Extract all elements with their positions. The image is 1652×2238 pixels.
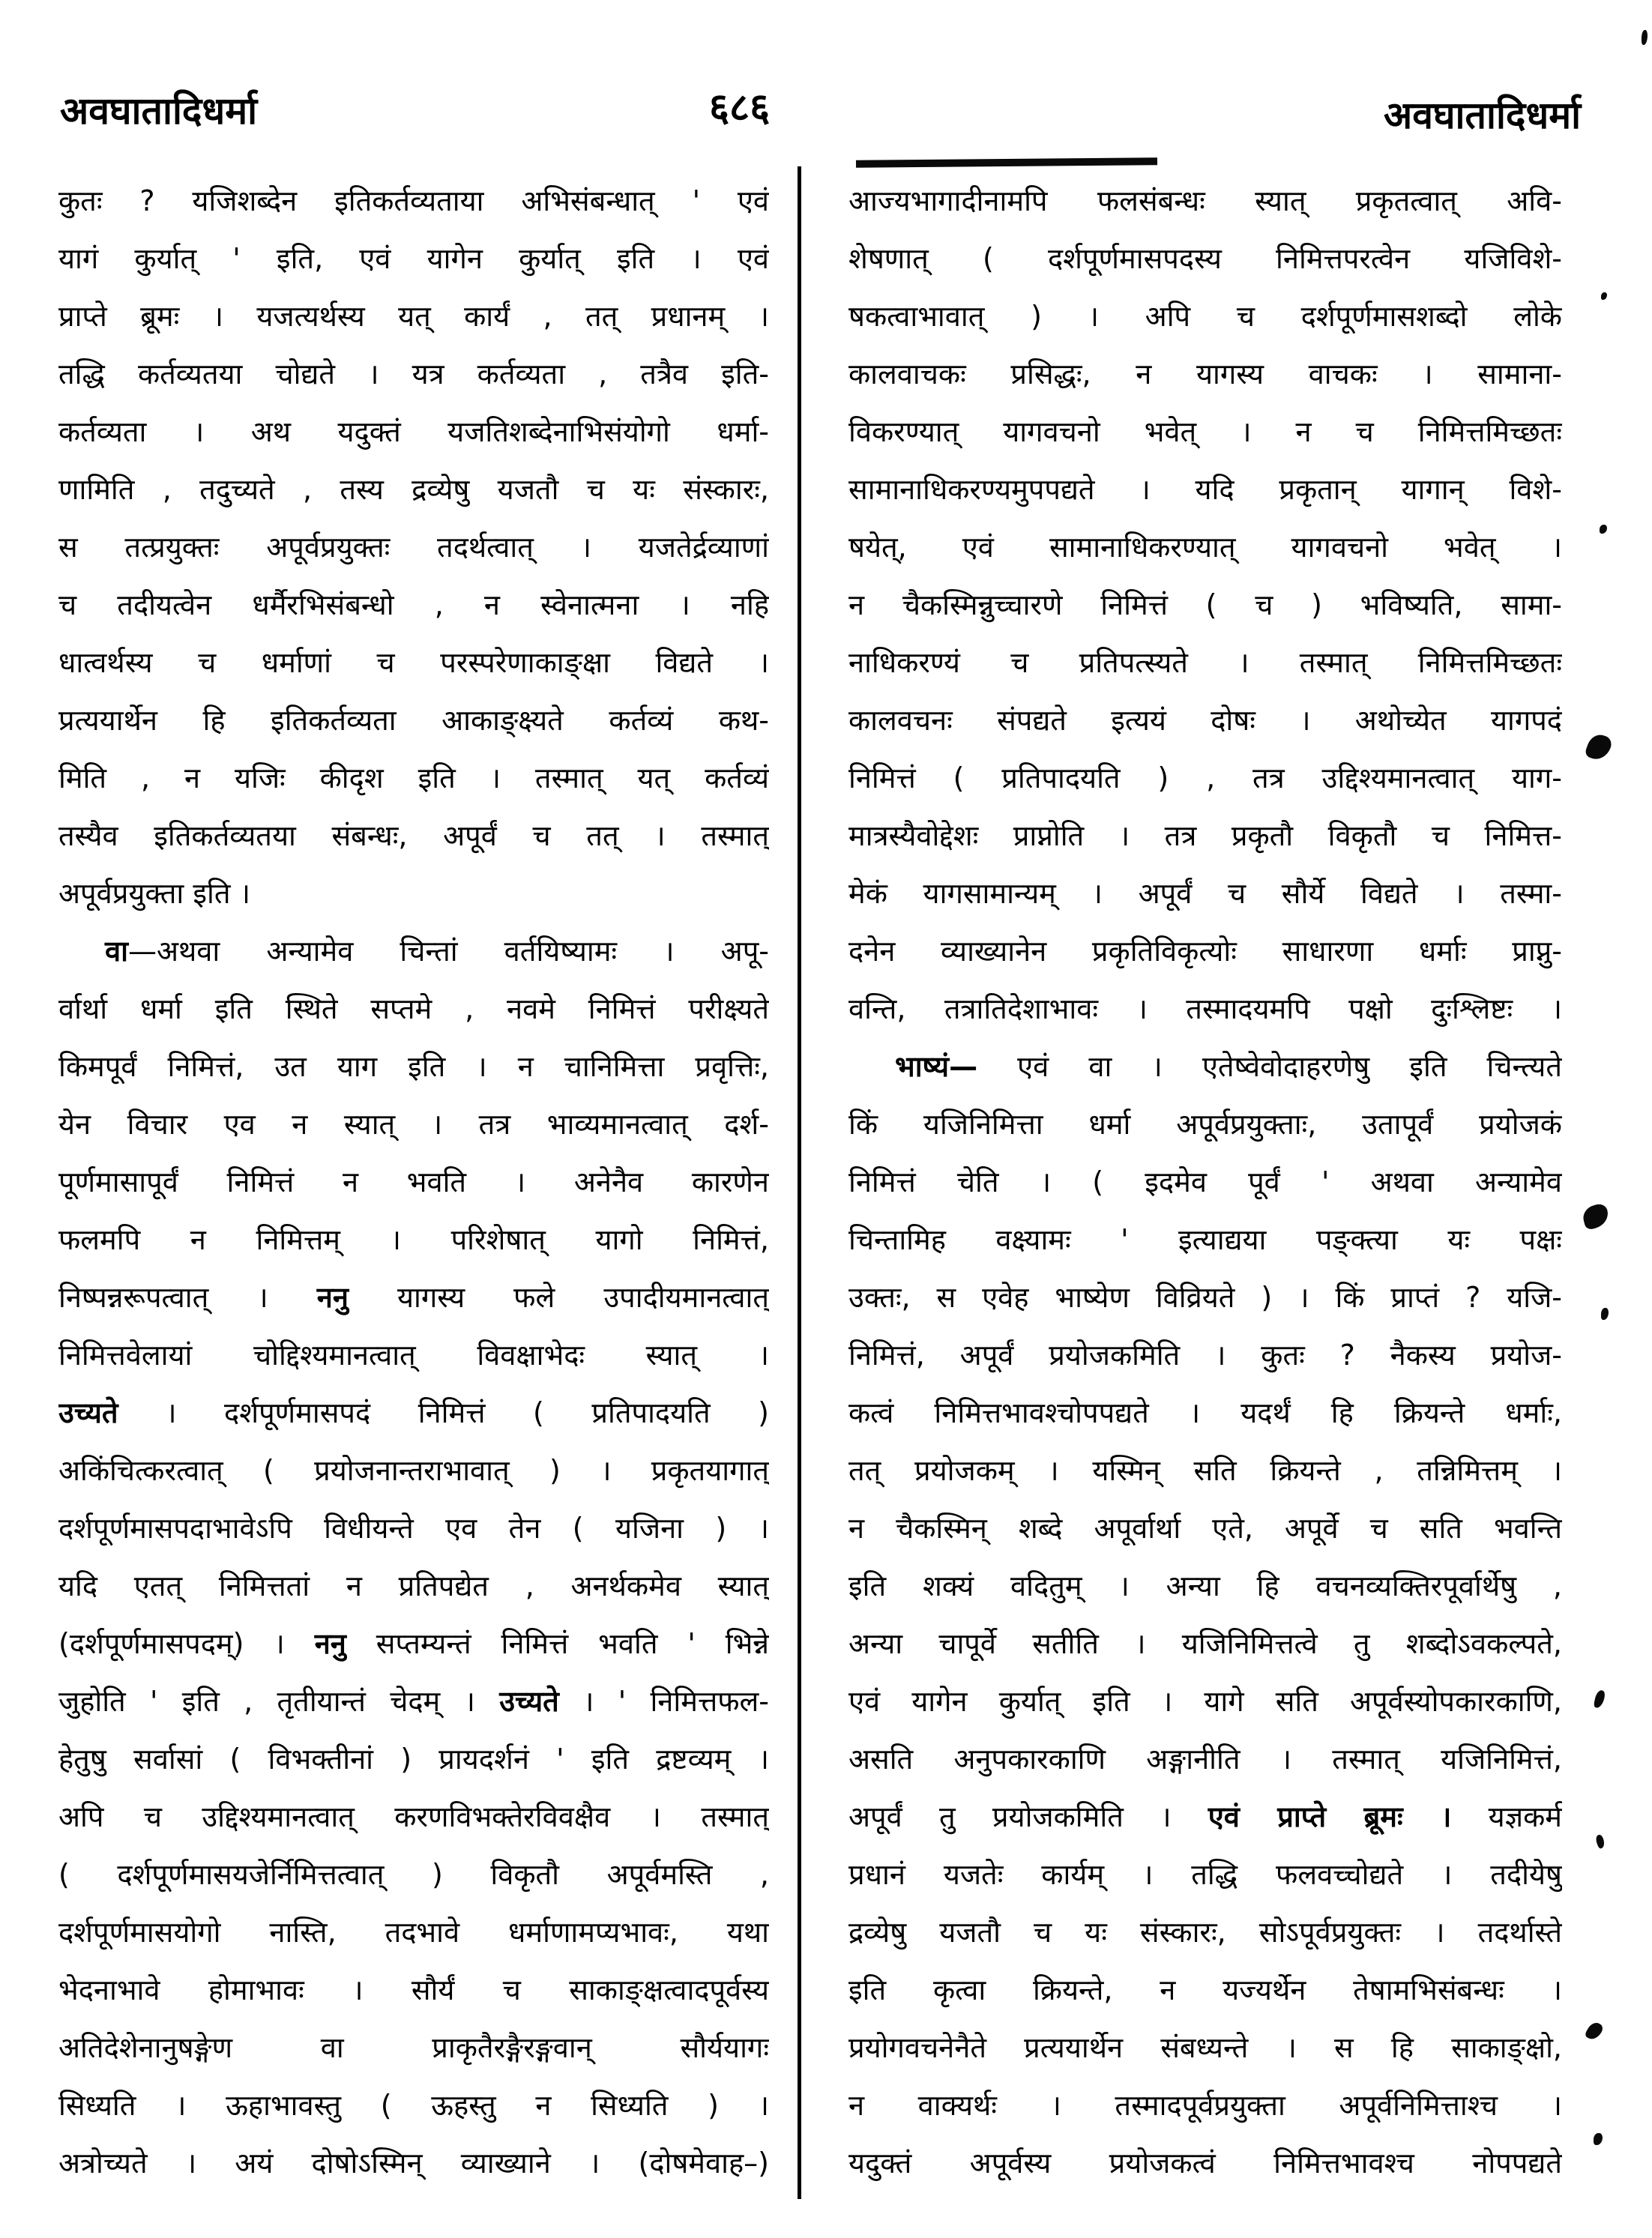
- text-segment: नाधिकरण्यं च प्रतिपत्स्यते । तस्मात् निमित्तमिच्छतः: [848, 646, 1562, 679]
- text-line: [848, 1327, 1562, 1384]
- text-segment: न चैकस्मिन्नुच्चारणे निमित्तं ( च ) भविष्यति, सामा-: [848, 588, 1562, 621]
- text-segment: निष्पन्नरूपत्वात् ।: [58, 1281, 317, 1314]
- text-segment: न चैकस्मिन् शब्दे अपूर्वार्था एते, अपूर्वे च सति भवन्ति: [848, 1512, 1562, 1545]
- text-segment: अपूर्वं तु प्रयोजकमिति ।: [848, 1800, 1208, 1833]
- text-line: [58, 1384, 769, 1442]
- text-line: [58, 980, 769, 1038]
- text-line: [848, 346, 1562, 403]
- text-segment: येन विचार एव न स्यात् । तत्र भाव्यमानत्वात् दर्श-: [58, 1108, 769, 1141]
- text-segment: र्वार्था धर्मा इति स्थिते सप्तमे , नवमे निमित्तं परीक्ष्यते: [58, 992, 769, 1025]
- text-segment: उक्तः, स एवेह भाष्येण विव्रियते ) । किं प्राप्तं ? यजि-: [848, 1281, 1562, 1314]
- text-segment: आज्यभागादीनामपि फलसंबन्धः स्यात् प्रकृतत्वात् अवि-: [848, 184, 1562, 217]
- text-segment: सामानाधिकरण्यमुपपद्यते । यदि प्रकृतान् यागान् विशे-: [848, 473, 1562, 506]
- text-line: [58, 1327, 769, 1384]
- text-segment: किं यजिनिमित्ता धर्मा अपूर्वप्रयुक्ताः, उतापूर्वं प्रयोजकं: [848, 1108, 1562, 1141]
- text-segment: कत्वं निमित्तभावश्चोपपद्यते । यदर्थं हि क्रियन्ते धर्माः,: [848, 1396, 1562, 1429]
- text-segment: एवं यागेन कुर्यात् इति । यागे सति अपूर्वस्योपकारकाणि,: [848, 1685, 1562, 1718]
- text-segment: एवं प्राप्ते ब्रूमः ।: [1208, 1800, 1452, 1833]
- text-segment: कुतः ? यजिशब्देन इतिकर्तव्यताया अभिसंबन्धात् ' एवं: [58, 184, 769, 217]
- text-segment: (दर्शपूर्णमासपदम्) ।: [58, 1627, 315, 1660]
- text-line: [58, 1846, 769, 1904]
- text-segment: प्रधानं यजतेः कार्यम् । तद्धि फलवच्चोद्यते । तदीयेषु: [848, 1858, 1562, 1891]
- text-line: [848, 807, 1562, 865]
- text-line: [848, 865, 1562, 923]
- text-line: [58, 172, 769, 230]
- text-segment: यागं कुर्यात् ' इति, एवं यागेन कुर्यात् इति । एवं: [58, 242, 769, 275]
- text-segment: । दर्शपूर्णमासपदं निमित्तं ( प्रतिपादयति ): [118, 1396, 769, 1429]
- text-segment: ननु: [314, 1627, 346, 1660]
- scan-artifact: [1584, 2020, 1605, 2042]
- text-line: [848, 2019, 1562, 2077]
- text-segment: भाष्यं—: [895, 1050, 978, 1083]
- text-line: [58, 1211, 769, 1269]
- text-line: [58, 1038, 769, 1096]
- text-line: [58, 346, 769, 403]
- text-segment: सप्तम्यन्तं निमित्तं भवति ' भिन्ने: [346, 1627, 769, 1660]
- text-line: [848, 1500, 1562, 1557]
- text-segment: शेषणात् ( दर्शपूर्णमासपदस्य निमित्तपरत्वेन यजिविशे-: [848, 242, 1562, 275]
- text-line: [58, 2077, 769, 2135]
- text-line: [848, 2077, 1562, 2135]
- scan-artifact: [1601, 1308, 1609, 1320]
- text-line: [848, 461, 1562, 519]
- text-line: [848, 576, 1562, 634]
- text-segment: अतिदेशेनानुषङ्गेण वा प्राकृतैरङ्गैरङ्गवान् सौर्ययागः: [58, 2031, 769, 2064]
- text-line: [58, 865, 769, 923]
- text-segment: तत् प्रयोजकम् । यस्मिन् सति क्रियन्ते , तन्निमित्तम् ।: [848, 1454, 1562, 1487]
- text-segment: कर्तव्यता । अथ यदुक्तं यजतिशब्देनाभिसंयोगो धर्मा-: [58, 415, 769, 448]
- page-number: ६८६: [709, 85, 771, 130]
- text-line: [848, 403, 1562, 461]
- scan-artifact: [1594, 1834, 1606, 1849]
- text-segment: अकिंचित्करत्वात् ( प्रयोजनान्तराभावात् ) । प्रकृतयागात्: [58, 1454, 769, 1487]
- text-line: [58, 403, 769, 461]
- text-line: [848, 1846, 1562, 1904]
- text-segment: उच्यते: [58, 1396, 118, 1429]
- text-segment: प्रयोगवचनेनैते प्रत्ययार्थेन संबध्यन्ते । स हि साकाङ्क्षो,: [848, 2031, 1562, 2064]
- text-line: [848, 1096, 1562, 1153]
- text-segment: यज्ञकर्म: [1451, 1800, 1562, 1833]
- paragraph: [848, 172, 1562, 1038]
- text-line: [848, 172, 1562, 230]
- text-segment: जुहोति ' इति , तृतीयान्तं चेदम् ।: [58, 1685, 500, 1718]
- column-left: [58, 172, 769, 2192]
- text-segment: अपि च उद्दिश्यमानत्वात् करणविभक्तेरविवक्षैव । तस्मात्: [58, 1800, 769, 1833]
- text-line: [848, 519, 1562, 576]
- text-line: [848, 980, 1562, 1038]
- text-segment: ननु: [316, 1281, 349, 1314]
- text-segment: उच्यते: [499, 1685, 559, 1718]
- text-line: [848, 1269, 1562, 1327]
- scan-artifact: [1581, 1202, 1612, 1231]
- text-line: [848, 1961, 1562, 2019]
- text-segment: भेदनाभावे होमाभावः । सौर्यं च साकाङ्क्षत्वादपूर्वस्य: [58, 1973, 769, 2006]
- text-segment: कालवाचकः प्रसिद्धः, न यागस्य वाचकः । सामाना-: [848, 358, 1562, 390]
- text-segment: वा: [105, 935, 128, 968]
- header-right-title: अवघातादिधर्मा: [1384, 94, 1582, 137]
- text-segment: एवं वा । एतेष्वेवोदाहरणेषु इति चिन्त्यते: [977, 1050, 1562, 1083]
- text-segment: कालवचनः संपद्यते इत्ययं दोषः । अथोच्येत यागपदं: [848, 704, 1562, 737]
- scan-artifact: [1642, 30, 1648, 45]
- text-segment: मेकं यागसामान्यम् । अपूर्वं च सौर्ये विद्यते । तस्मा-: [848, 877, 1562, 910]
- text-segment: प्रत्ययार्थेन हि इतिकर्तव्यता आकाङ्क्ष्यते कर्तव्यं कथ-: [58, 704, 769, 737]
- scan-artifact: [1601, 292, 1607, 300]
- text-segment: न वाक्यर्थः । तस्मादपूर्वप्रयुक्ता अपूर्वनिमित्ताश्च ।: [848, 2089, 1562, 2122]
- text-segment: तस्यैव इतिकर्तव्यतया संबन्धः, अपूर्वं च तत् । तस्मात्: [58, 819, 769, 852]
- text-line: [58, 923, 769, 980]
- text-line: [58, 1673, 769, 1731]
- text-segment: फलमपि न निमित्तम् । परिशेषात् यागो निमित्तं,: [58, 1223, 769, 1256]
- text-segment: षकत्वाभावात् ) । अपि च दर्शपूर्णमासशब्दो लोके: [848, 300, 1562, 333]
- text-segment: हेतुषु सर्वासां ( विभक्तीनां ) प्रायदर्शनं ' इति द्रष्टव्यम् ।: [58, 1743, 769, 1776]
- column-right: [848, 172, 1562, 2192]
- text-segment: अत्रोच्यते । अयं दोषोऽस्मिन् व्याख्याने । (दोषमेवाह–): [58, 2147, 769, 2180]
- text-line: [848, 749, 1562, 807]
- text-line: [58, 807, 769, 865]
- column-divider: [798, 166, 801, 2199]
- text-segment: असति अनुपकारकाणि अङ्गानीति । तस्मात् यजिनिमित्तं,: [848, 1743, 1562, 1776]
- text-segment: अन्या चापूर्वे सतीति । यजिनिमित्तत्वे तु शब्दोऽवकल्पते,: [848, 1627, 1562, 1660]
- text-segment: अपूर्वप्रयुक्ता इति ।: [58, 877, 250, 910]
- header-left-title: अवघातादिधर्मा: [60, 89, 258, 133]
- text-segment: णामिति , तदुच्यते , तस्य द्रव्येषु यजतौ च यः संस्कारः,: [58, 473, 769, 506]
- text-segment: निमित्तं चेति । ( इदमेव पूर्वं ' अथवा अन्यामेव: [848, 1165, 1562, 1198]
- text-line: [848, 1731, 1562, 1788]
- text-segment: किमपूर्वं निमित्तं, उत याग इति । न चानिमित्ता प्रवृत्तिः,: [58, 1050, 769, 1083]
- scan-artifact: [1584, 732, 1614, 763]
- text-segment: पूर्णमासापूर्वं निमित्तं न भवति । अनेनैव कारणेन: [58, 1165, 769, 1198]
- text-segment: विकरण्यात् यागवचनो भवेत् । न च निमित्तमिच्छतः: [848, 415, 1562, 448]
- text-line: [848, 1442, 1562, 1500]
- text-segment: दर्शपूर्णमासपदाभावेऽपि विधीयन्ते एव तेन ( यजिना ) ।: [58, 1512, 769, 1545]
- text-segment: वन्ति, तत्रातिदेशाभावः । तस्मादयमपि पक्षो दुःश्लिष्टः ।: [848, 992, 1562, 1025]
- text-segment: —अथवा अन्यामेव चिन्तां वर्तयिष्यामः । अपू-: [127, 935, 769, 968]
- text-segment: मात्रस्यैवोद्देशः प्राप्नोति । तत्र प्रकृतौ विकृतौ च निमित्त-: [848, 819, 1562, 852]
- text-line: [58, 1269, 769, 1327]
- text-segment: सिध्यति । ऊहाभावस्तु ( ऊहस्तु न सिध्यति ) ।: [58, 2089, 769, 2122]
- text-segment: चिन्तामिह वक्ष्यामः ' इत्याद्यया पङ्क्त्या यः पक्षः: [848, 1223, 1562, 1256]
- text-segment: निमित्तवेलायां चोद्दिश्यमानत्वात् विवक्षाभेदः स्यात् ।: [58, 1339, 769, 1372]
- scan-artifact: [856, 157, 1157, 168]
- text-line: [848, 1211, 1562, 1269]
- text-segment: यागस्य फले उपादीयमानत्वात्: [348, 1281, 769, 1314]
- text-line: [58, 1961, 769, 2019]
- text-line: [848, 2135, 1562, 2192]
- text-line: [58, 230, 769, 288]
- text-line: [58, 692, 769, 749]
- text-line: [848, 692, 1562, 749]
- text-line: [848, 1788, 1562, 1846]
- text-segment: निमित्तं, अपूर्वं प्रयोजकमिति । कुतः ? नैकस्य प्रयोज-: [848, 1339, 1562, 1372]
- paragraph: [58, 172, 769, 923]
- text-line: [58, 1442, 769, 1500]
- text-segment: । ' निमित्तफल-: [558, 1685, 769, 1718]
- text-line: [58, 2135, 769, 2192]
- text-segment: तद्धि कर्तव्यतया चोद्यते । यत्र कर्तव्यता , तत्रैव इति-: [58, 358, 769, 390]
- scan-artifact: [1594, 1689, 1606, 1709]
- text-line: [58, 1500, 769, 1557]
- paragraph: [848, 1038, 1562, 2192]
- text-segment: स तत्प्रयुक्तः अपूर्वप्रयुक्तः तदर्थत्वात् । यजतेर्द्रव्याणां: [58, 531, 769, 564]
- text-segment: इति शक्यं वदितुम् । अन्या हि वचनव्यक्तिरपूर्वार्थेषु ,: [848, 1569, 1562, 1602]
- text-segment: यदि एतत् निमित्ततां न प्रतिपद्येत , अनर्थकमेव स्यात्: [58, 1569, 769, 1602]
- text-segment: दर्शपूर्णमासयोगो नास्ति, तदभावे धर्माणामप्यभावः, यथा: [58, 1916, 769, 1949]
- text-segment: षयेत्, एवं सामानाधिकरण्यात् यागवचनो भवेत् ।: [848, 531, 1562, 564]
- text-segment: यदुक्तं अपूर्वस्य प्रयोजकत्वं निमित्तभावश्च नोपपद्यते: [848, 2147, 1562, 2180]
- text-segment: निमित्तं ( प्रतिपादयति ) , तत्र उद्दिश्यमानत्वात् याग-: [848, 761, 1562, 794]
- text-line: [58, 2019, 769, 2077]
- text-line: [58, 1557, 769, 1615]
- text-line: [58, 1615, 769, 1673]
- text-segment: दनेन व्याख्यानेन प्रकृतिविकृत्योः साधारणा धर्माः प्राप्नु-: [848, 935, 1562, 968]
- text-segment: ( दर्शपूर्णमासयजेर्निमित्तत्वात् ) विकृतौ अपूर्वमस्ति ,: [58, 1858, 769, 1891]
- scan-artifact: [1594, 2133, 1603, 2145]
- text-segment: मिति , न यजिः कीदृश इति । तस्मात् यत् कर्तव्यं: [58, 761, 769, 794]
- text-line: [58, 1904, 769, 1961]
- text-line: [58, 519, 769, 576]
- text-line: [58, 576, 769, 634]
- text-line: [58, 288, 769, 346]
- text-line: [848, 1384, 1562, 1442]
- text-line: [848, 230, 1562, 288]
- text-line: [848, 1557, 1562, 1615]
- paragraph: [58, 923, 769, 2192]
- text-segment: च तदीयत्वेन धर्मैरभिसंबन्धो , न स्वेनात्मना । नहि: [58, 588, 769, 621]
- text-line: [848, 1904, 1562, 1961]
- text-line: [58, 1788, 769, 1846]
- text-line: [58, 634, 769, 692]
- text-line: [848, 1153, 1562, 1211]
- text-line: [58, 749, 769, 807]
- text-segment: धात्वर्थस्य च धर्माणां च परस्परेणाकाङ्क्षा विद्यते ।: [58, 646, 769, 679]
- text-segment: इति कृत्वा क्रियन्ते, न यज्यर्थेन तेषामभिसंबन्धः ।: [848, 1973, 1562, 2006]
- text-line: [58, 1096, 769, 1153]
- scan-artifact: [1600, 525, 1607, 534]
- text-line: [848, 923, 1562, 980]
- text-line: [848, 1615, 1562, 1673]
- text-line: [58, 1153, 769, 1211]
- text-line: [58, 461, 769, 519]
- text-line: [58, 1731, 769, 1788]
- text-line: [848, 1038, 1562, 1096]
- text-line: [848, 634, 1562, 692]
- text-segment: द्रव्येषु यजतौ च यः संस्कारः, सोऽपूर्वप्रयुक्तः । तदर्थास्ते: [848, 1916, 1562, 1949]
- text-line: [848, 1673, 1562, 1731]
- text-line: [848, 288, 1562, 346]
- text-segment: प्राप्ते ब्रूमः । यजत्यर्थस्य यत् कार्यं , तत् प्रधानम् ।: [58, 300, 769, 333]
